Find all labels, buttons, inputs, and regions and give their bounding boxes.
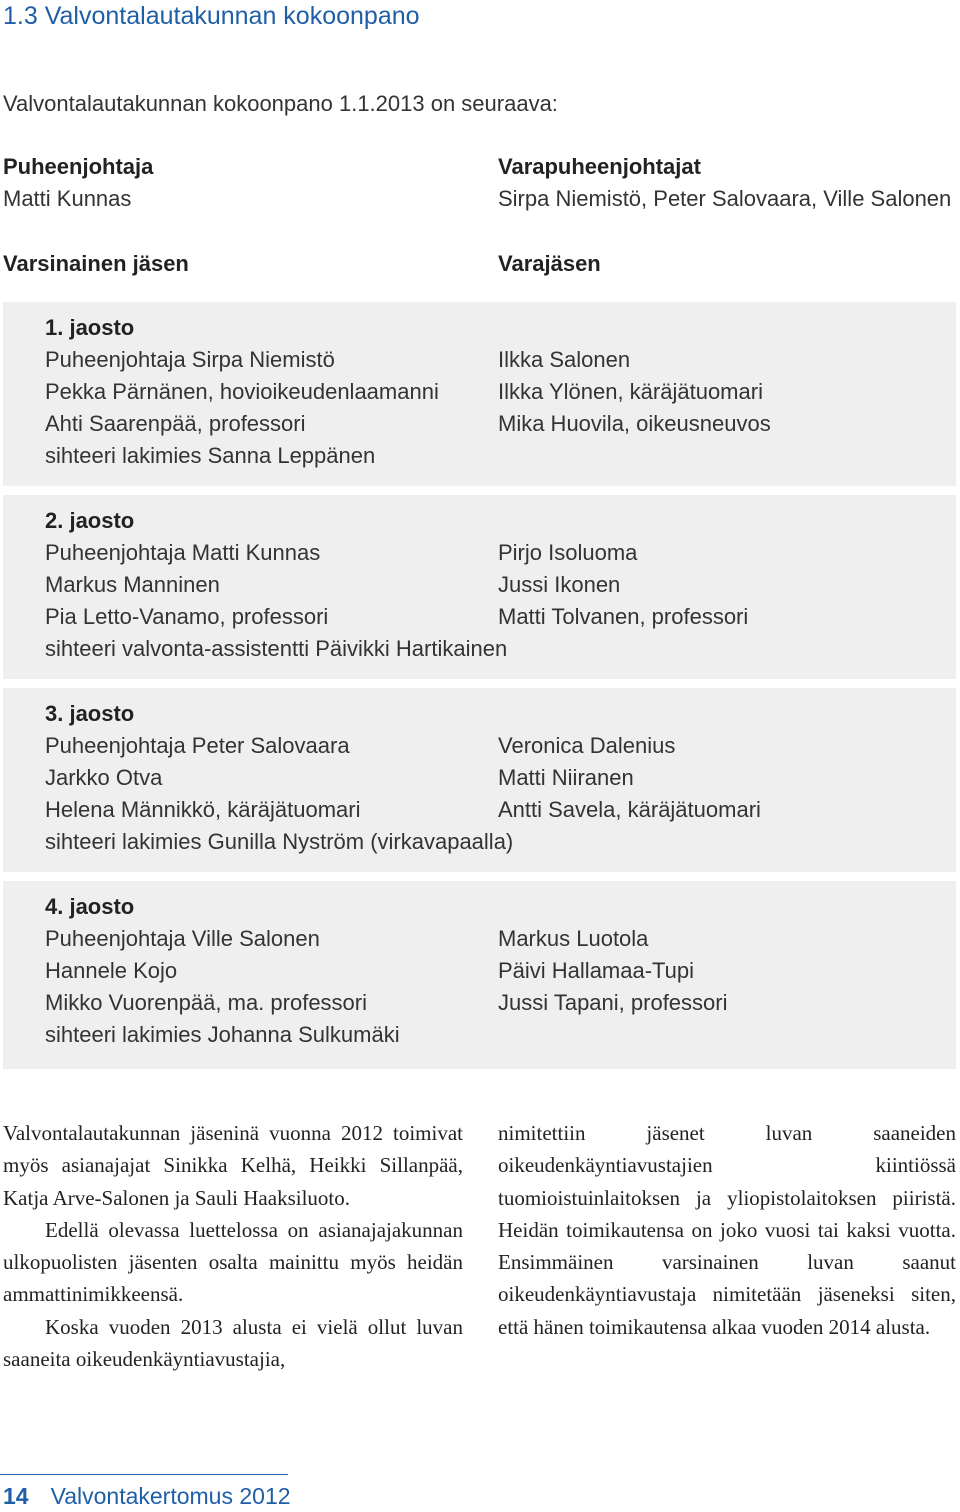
deputy-entry: Markus Luotola [498,926,649,951]
vice-chairs-label: Varapuheenjohtajat [498,154,701,179]
page-number: 14 [3,1483,29,1509]
body-paragraph: nimitettiin jäsenet luvan saaneiden oikeudenkäyntiavustajien kiintiössä tuomioistuinlaitoksen ja yliopistolaitoksen piiristä. Heidän toimikautensa on joko vuosi tai kaksi vuotta. Ensimmäinen varsinainen luvan saanut oikeudenkäyntiavustaja nimitetään jäseneksi siten, että hänen toimikautensa alkaa vuoden 2014 alusta. [498,1121,956,1339]
division-block [3,881,956,1069]
deputy-entry: Päivi Hallamaa-Tupi [498,958,695,983]
deputy-entry: Jussi Ikonen [498,572,621,597]
division-deputies [498,730,761,826]
chair-label: Puheenjohtaja [3,154,154,179]
body-paragraph: Edellä olevassa luettelossa on asianajajakunnan ulkopuolisten jäsenten osalta mainittu myös heidän ammattinimikkeensä. [3,1217,463,1307]
body-text-right [498,1117,956,1343]
page-footer [3,1480,291,1512]
member-entry: Ahti Saarenpää, professori [45,411,306,436]
deputy-entry: Ilkka Ylönen, käräjätuomari [498,379,763,404]
member-entry: Markus Manninen [45,572,220,597]
deputy-entry: Matti Tolvanen, professori [498,604,749,629]
division-title: 4. jaosto [45,894,135,919]
member-column-label: Varsinainen jäsen [3,251,189,276]
publication-title: Valvontakertomus 2012 [50,1483,291,1509]
secretary-entry: sihteeri lakimies Johanna Sulkumäki [45,1022,400,1047]
member-entry: Mikko Vuorenpää, ma. professori [45,990,367,1015]
division-block [3,688,956,872]
member-entry: Helena Männikkö, käräjätuomari [45,797,361,822]
deputy-entry: Matti Niiranen [498,765,634,790]
division-members [45,344,439,472]
division-members [45,923,400,1051]
body-paragraph: Koska vuoden 2013 alusta ei vielä ollut luvan saaneita oikeudenkäyntiavustajia, [3,1314,463,1372]
member-entry: Pekka Pärnänen, hovioikeudenlaamanni [45,379,439,404]
division-deputies [498,537,748,633]
division-block [3,302,956,486]
member-entry: Puheenjohtaja Sirpa Niemistö [45,347,335,372]
division-members [45,537,507,665]
deputy-column-label: Varajäsen [498,251,601,276]
member-entry: Jarkko Otva [45,765,163,790]
deputy-entry: Pirjo Isoluoma [498,540,638,565]
section-heading: 1.3 Valvontalautakunnan kokoonpano [3,2,420,30]
division-title: 1. jaosto [45,315,135,340]
deputy-entry: Antti Savela, käräjätuomari [498,797,761,822]
secretary-entry: sihteeri valvonta-assistentti Päivikki Hartikainen [45,636,508,661]
division-deputies [498,923,728,1019]
division-members [45,730,513,858]
member-entry: Pia Letto-Vanamo, professori [45,604,329,629]
intro-text: Valvontalautakunnan kokoonpano 1.1.2013 on seuraava: [3,91,558,116]
division-title: 2. jaosto [45,508,135,533]
body-paragraph: Valvontalautakunnan jäseninä vuonna 2012 toimivat myös asianajajat Sinikka Kelhä, Heikki Sillanpää, Katja Arve-Salonen ja Sauli Haaksiluoto. [3,1121,463,1210]
member-entry: Hannele Kojo [45,958,178,983]
secretary-entry: sihteeri lakimies Sanna Leppänen [45,443,376,468]
member-entry: Puheenjohtaja Ville Salonen [45,926,320,951]
division-title: 3. jaosto [45,701,135,726]
footer-rule [0,1474,288,1475]
deputy-entry: Ilkka Salonen [498,347,631,372]
division-block [3,495,956,679]
deputy-entry: Mika Huovila, oikeusneuvos [498,411,771,436]
body-text-left [3,1117,463,1375]
member-entry: Puheenjohtaja Matti Kunnas [45,540,321,565]
deputy-entry: Veronica Dalenius [498,733,676,758]
vice-chairs-names: Sirpa Niemistö, Peter Salovaara, Ville Salonen [498,186,952,211]
chair-name: Matti Kunnas [3,186,132,211]
deputy-entry: Jussi Tapani, professori [498,990,728,1015]
secretary-entry: sihteeri lakimies Gunilla Nyström (virkavapaalla) [45,829,514,854]
member-entry: Puheenjohtaja Peter Salovaara [45,733,350,758]
division-deputies [498,344,771,440]
